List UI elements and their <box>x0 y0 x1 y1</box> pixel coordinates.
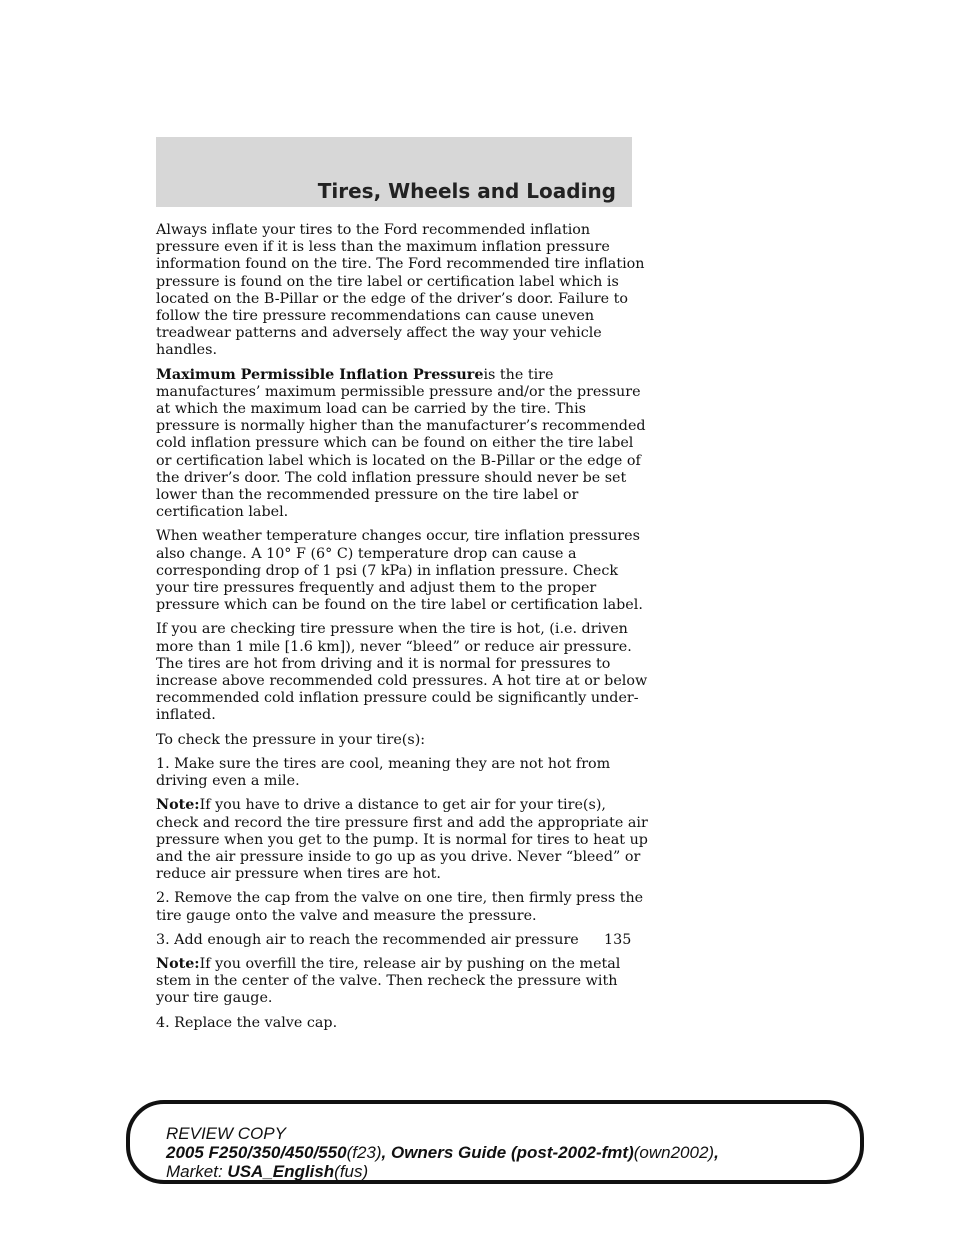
model-line <box>166 1143 856 1162</box>
note-1-label: Note: <box>156 797 200 814</box>
page-body <box>156 222 648 1039</box>
page-number: 135 <box>604 932 632 948</box>
guide-code: (own2002) <box>633 1143 715 1162</box>
note-2-text: If you overfill the tire, release air by pushing on the metal stem in the center of the valve. Then recheck the pressure with your tire gauge. <box>156 955 621 1007</box>
step-2: 2. Remove the cap from the valve on one tire, then firmly press the tire gauge onto the valve and measure the pressure. <box>156 890 644 924</box>
step-1: 1. Make sure the tires are cool, meaning they are not hot from driving even a mile. <box>156 755 611 790</box>
note-2-label: Note: <box>156 955 200 972</box>
paragraph-temperature-changes: When weather temperature changes occur, tire inflation pressures also change. A 10° F (6° C) temperature drop can cause a corresponding drop of 1 psi (7 kPa) in inflation pressure. Check your tire pressures frequently and adjust them to the proper pressure which can be found on the tire label or certification label. <box>156 528 643 614</box>
section-header-band <box>156 137 632 207</box>
market-label: Market: <box>166 1162 223 1181</box>
market-name: USA_English <box>227 1162 335 1181</box>
market-code: (fus) <box>334 1162 369 1181</box>
model-line-comma: , <box>714 1143 719 1162</box>
review-copy-label: REVIEW COPY <box>166 1124 286 1143</box>
model-name: 2005 F250/350/450/550 <box>166 1143 347 1162</box>
note-2 <box>156 956 648 1008</box>
paragraph-hot-tire: If you are checking tire pressure when the tire is hot, (i.e. driven more than 1 mile [1.6 km]), never “bleed” or reduce air pressure. The tires are hot from driving and it is normal for pressures to increase above recommended cold pressures. A hot tire at or below recommended cold inflation pressure could be significantly under-inflated. <box>156 621 648 724</box>
review-copy-text <box>166 1124 856 1181</box>
market-line <box>166 1162 856 1181</box>
note-1 <box>156 797 648 883</box>
section-title: Tires, Wheels and Loading <box>317 179 616 203</box>
paragraph-inflate-recommendation: Always inflate your tires to the Ford recommended inflation pressure even if it is less than the maximum inflation pressure information found on the tire. The Ford recommended tire inflation pressure is found on the tire label or certification label which is located on the B-Pillar or the edge of the driver’s door. Failure to follow the tire pressure recommendations can cause uneven treadwear patterns and adversely affect the way your vehicle handles. <box>156 222 645 359</box>
paragraph-check-intro: To check the pressure in your tire(s): <box>156 731 426 748</box>
max-permissible-pressure-definition: is the tire manufactures’ maximum permissible pressure and/or the pressure at which the maximum load can be carried by the tire. This pressure is normally higher than the manufacturer’s recommended cold inflation pressure which can be found on either the tire label or certification label which is located on the B-Pillar or the edge of the driver’s door. The cold inflation pressure should never be set lower than the recommended pressure on the tire label or certification label. <box>156 366 646 521</box>
step-3: 3. Add enough air to reach the recommended air pressure <box>156 931 579 948</box>
model-code: (f23) <box>346 1143 382 1162</box>
term-max-permissible-pressure: Maximum Permissible Inflation Pressure <box>156 366 484 383</box>
note-1-text: If you have to drive a distance to get air for your tire(s), check and record the tire pressure first and add the appropriate air pressure when you get to the pump. It is normal for tires to heat up and the air pressure inside to go up as you drive. Never “bleed” or reduce air pressure when tires are hot. <box>156 797 648 883</box>
step-4: 4. Replace the valve cap. <box>156 1014 338 1031</box>
paragraph-max-permissible-pressure <box>156 367 648 522</box>
guide-name: , Owners Guide (post-2002-fmt) <box>381 1143 634 1162</box>
